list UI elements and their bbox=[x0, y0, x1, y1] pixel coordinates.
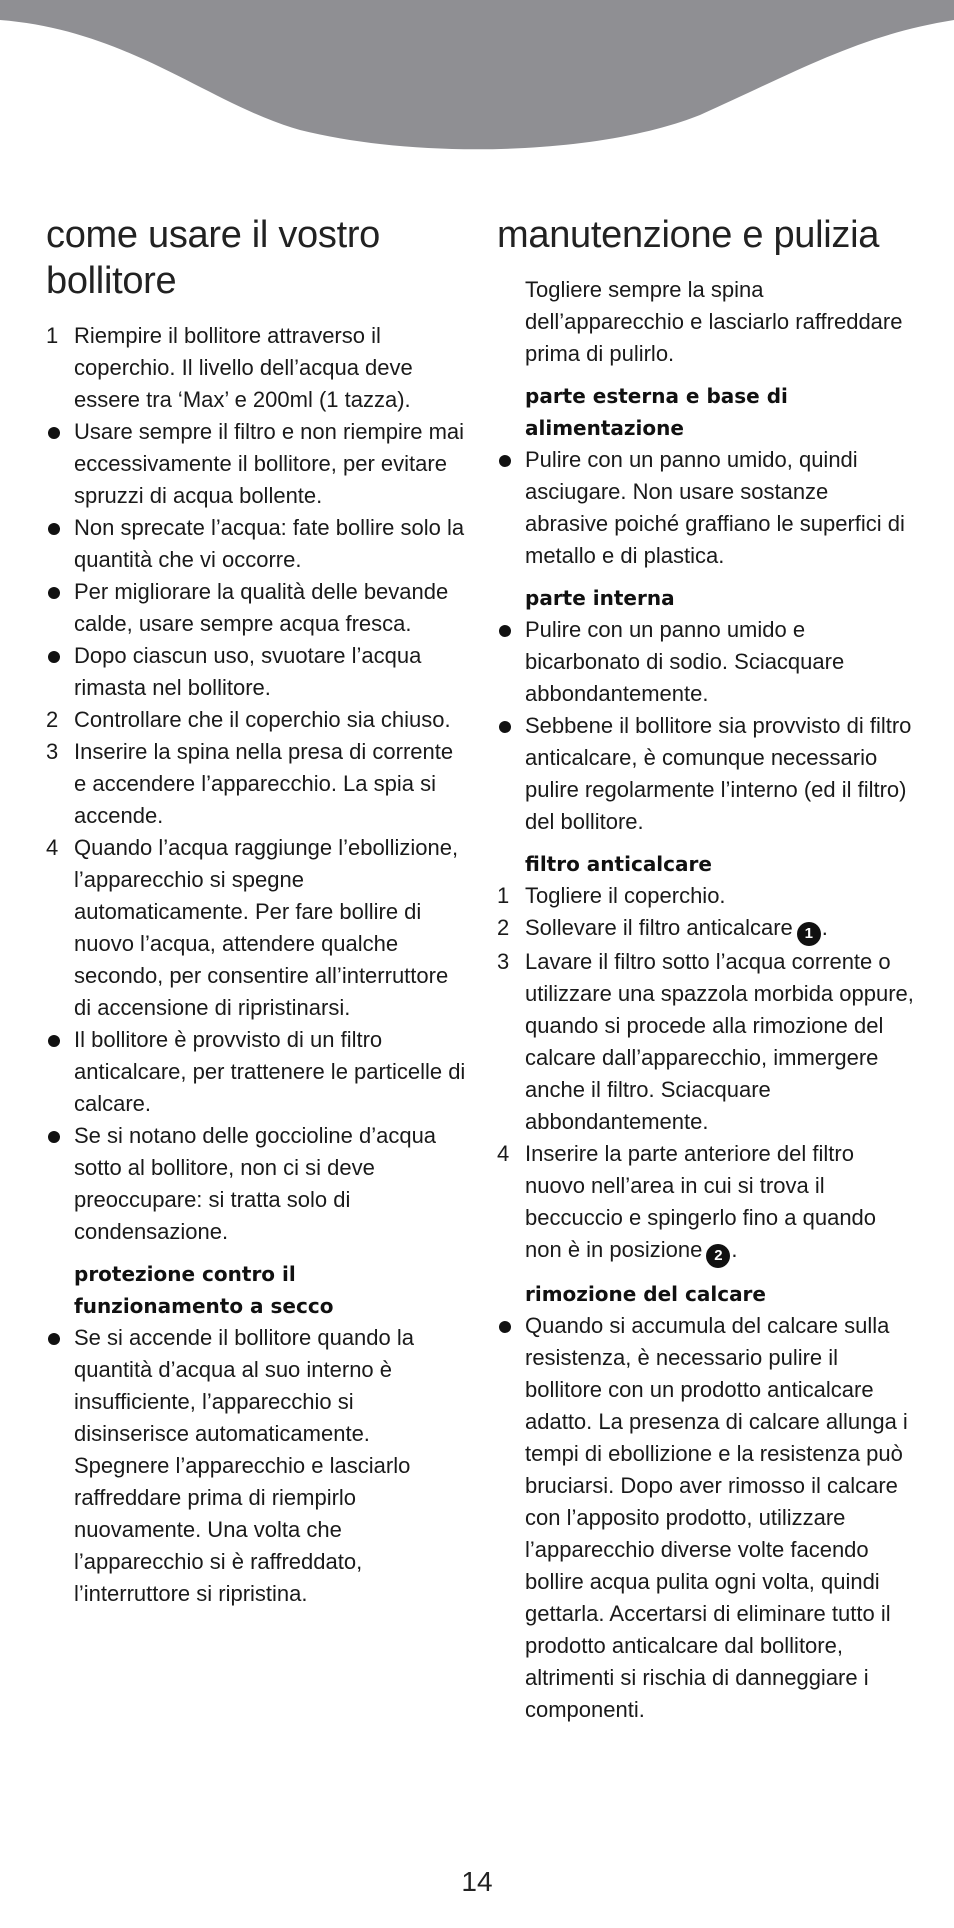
figure-ref-icon: 2 bbox=[706, 1244, 730, 1268]
step-number: 3 bbox=[497, 949, 510, 974]
list-item bbox=[497, 1310, 917, 1726]
bullet-icon bbox=[499, 625, 511, 637]
list-item bbox=[46, 512, 466, 576]
bullet-icon bbox=[48, 1333, 60, 1345]
list-item bbox=[46, 576, 466, 640]
descale-text: Quando si accumula del calcare sulla resistenza, è necessario pulire il bollitore con un prodotto anticalcare adatto. La presenza di calcare allunga i tempi di ebollizione e la resistenza può bruciarsi. Dopo aver rimosso il calcare con l’apposito prodotto, utilizzare l’apparecchio diverse volte facendo bollire acqua pulita ogni volta, quindi gettarla. Accertarsi di eliminare tutto il prodotto anticalcare dal bollitore, altrimenti si rischia di danneggiare i componenti. bbox=[525, 1313, 908, 1722]
list-item-text: Quando l’acqua raggiunge l’ebollizione, l’apparecchio si spegne automaticamente. Per fare bollire di nuovo l’acqua, attendere qualche secondo, per consentire all’interruttore di accensione di ripristinarsi. bbox=[74, 835, 459, 1020]
usage-list bbox=[46, 320, 466, 1248]
list-item-text: Se si notano delle goccioline d’acqua sotto al bollitore, non ci si deve preoccupare: si tratta solo di condensazione. bbox=[74, 1123, 437, 1244]
step-number: 2 bbox=[46, 707, 59, 732]
section-title-usage: come usare il vostro bollitore bbox=[46, 214, 381, 302]
bullet-icon bbox=[48, 1035, 60, 1047]
list-item bbox=[497, 614, 917, 710]
list-item: 2 Sollevare il filtro anticalcare 1 . bbox=[497, 912, 917, 946]
internal-text-2: Sebbene il bollitore sia provvisto di filtro anticalcare, è comunque necessario pulire regolarmente l’interno (ed il filtro) del bollitore. bbox=[525, 713, 912, 834]
list-item bbox=[46, 1322, 466, 1610]
descale-heading: rimozione del calcare bbox=[525, 1282, 766, 1306]
list-item bbox=[46, 320, 466, 416]
list-item bbox=[46, 640, 466, 704]
list-item bbox=[46, 704, 466, 736]
bullet-icon bbox=[48, 523, 60, 535]
list-item bbox=[46, 416, 466, 512]
filter-step-4: Inserire la parte anteriore del filtro nuovo nell’area in cui si trova il beccuccio e spingerlo fino a quando non è in posizione bbox=[525, 1141, 877, 1262]
step-number: 1 bbox=[497, 883, 510, 908]
list-item-text: Usare sempre il filtro e non riempire mai eccessivamente il bollitore, per evitare spruzzi di acqua bollente. bbox=[74, 419, 465, 508]
list-item bbox=[46, 832, 466, 1024]
internal-text-1: Pulire con un panno umido e bicarbonato di sodio. Sciacquare abbondantemente. bbox=[525, 617, 845, 706]
external-text: Pulire con un panno umido, quindi asciugare. Non usare sostanze abrasive poiché graffiano le superfici di metallo e di plastica. bbox=[525, 447, 905, 568]
bullet-icon bbox=[499, 455, 511, 467]
list-item-text: Il bollitore è provvisto di un filtro anticalcare, per trattenere le particelle di calcare. bbox=[74, 1027, 466, 1116]
step-number: 1 bbox=[46, 323, 59, 348]
step-number: 2 bbox=[497, 915, 510, 940]
list-item-text: Riempire il bollitore attraverso il coperchio. Il livello dell’acqua deve essere tra ‘Max’ e 200ml (1 tazza). bbox=[74, 323, 413, 412]
figure-ref-icon: 1 bbox=[797, 922, 821, 946]
list-item-text: Dopo ciascun uso, svuotare l’acqua rimasta nel bollitore. bbox=[74, 643, 422, 700]
bullet-icon bbox=[48, 427, 60, 439]
internal-heading: parte interna bbox=[525, 586, 675, 610]
list-item-text: Controllare che il coperchio sia chiuso. bbox=[74, 707, 451, 732]
list-item bbox=[497, 880, 917, 912]
left-column bbox=[46, 212, 466, 1610]
bullet-icon bbox=[499, 721, 511, 733]
list-item bbox=[497, 946, 917, 1138]
filter-step-3: Lavare il filtro sotto l’acqua corrente o utilizzare una spazzola morbida oppure, quando si procede alla rimozione del calcare dall’apparecchio, immergere anche il filtro. Sciacquare abbondantemente. bbox=[525, 949, 914, 1134]
bullet-icon bbox=[48, 1131, 60, 1143]
list-item-text: Non sprecate l’acqua: fate bollire solo la quantità che vi occorre. bbox=[74, 515, 465, 572]
step-number: 4 bbox=[497, 1141, 510, 1166]
step-number: 3 bbox=[46, 739, 59, 764]
list-item-text: Inserire la spina nella presa di corrente e accendere l’apparecchio. La spia si accende. bbox=[74, 739, 454, 828]
list-item: 4 Inserire la parte anteriore del filtro nuovo nell’area in cui si trova il beccuccio e spingerlo fino a quando non è in posizione 2 . bbox=[497, 1138, 917, 1268]
bullet-icon bbox=[499, 1321, 511, 1333]
list-item bbox=[46, 1024, 466, 1120]
external-heading: parte esterna e base di alimentazione bbox=[525, 384, 788, 440]
bullet-icon bbox=[48, 651, 60, 663]
step-number: 4 bbox=[46, 835, 59, 860]
filter-heading: filtro anticalcare bbox=[525, 852, 712, 876]
section-title-maintenance: manutenzione e pulizia bbox=[497, 214, 880, 256]
list-item bbox=[497, 444, 917, 572]
page-number: 14 bbox=[461, 1866, 493, 1897]
list-item bbox=[46, 736, 466, 832]
list-item bbox=[46, 1120, 466, 1248]
dry-protection-text: Se si accende il bollitore quando la quantità d’acqua al suo interno è insufficiente, l’apparecchio si disinserisce automaticamente. Spegnere l’apparecchio e lasciarlo raffreddare prima di riempirlo nuovamente. Una volta che l’apparecchio si è raffreddato, l’interruttore si ripristina. bbox=[74, 1325, 415, 1606]
list-item bbox=[497, 710, 917, 838]
header-wave bbox=[0, 0, 954, 160]
bullet-icon bbox=[48, 587, 60, 599]
filter-step-1: Togliere il coperchio. bbox=[525, 883, 726, 908]
list-item-text: Per migliorare la qualità delle bevande calde, usare sempre acqua fresca. bbox=[74, 579, 449, 636]
filter-step-2: Sollevare il filtro anticalcare bbox=[525, 915, 793, 940]
right-column bbox=[497, 212, 917, 1726]
dry-protection-heading: protezione contro il funzionamento a secco bbox=[74, 1262, 334, 1318]
maintenance-intro: Togliere sempre la spina dell’apparecchio e lasciarlo raffreddare prima di pulirlo. bbox=[525, 277, 903, 366]
